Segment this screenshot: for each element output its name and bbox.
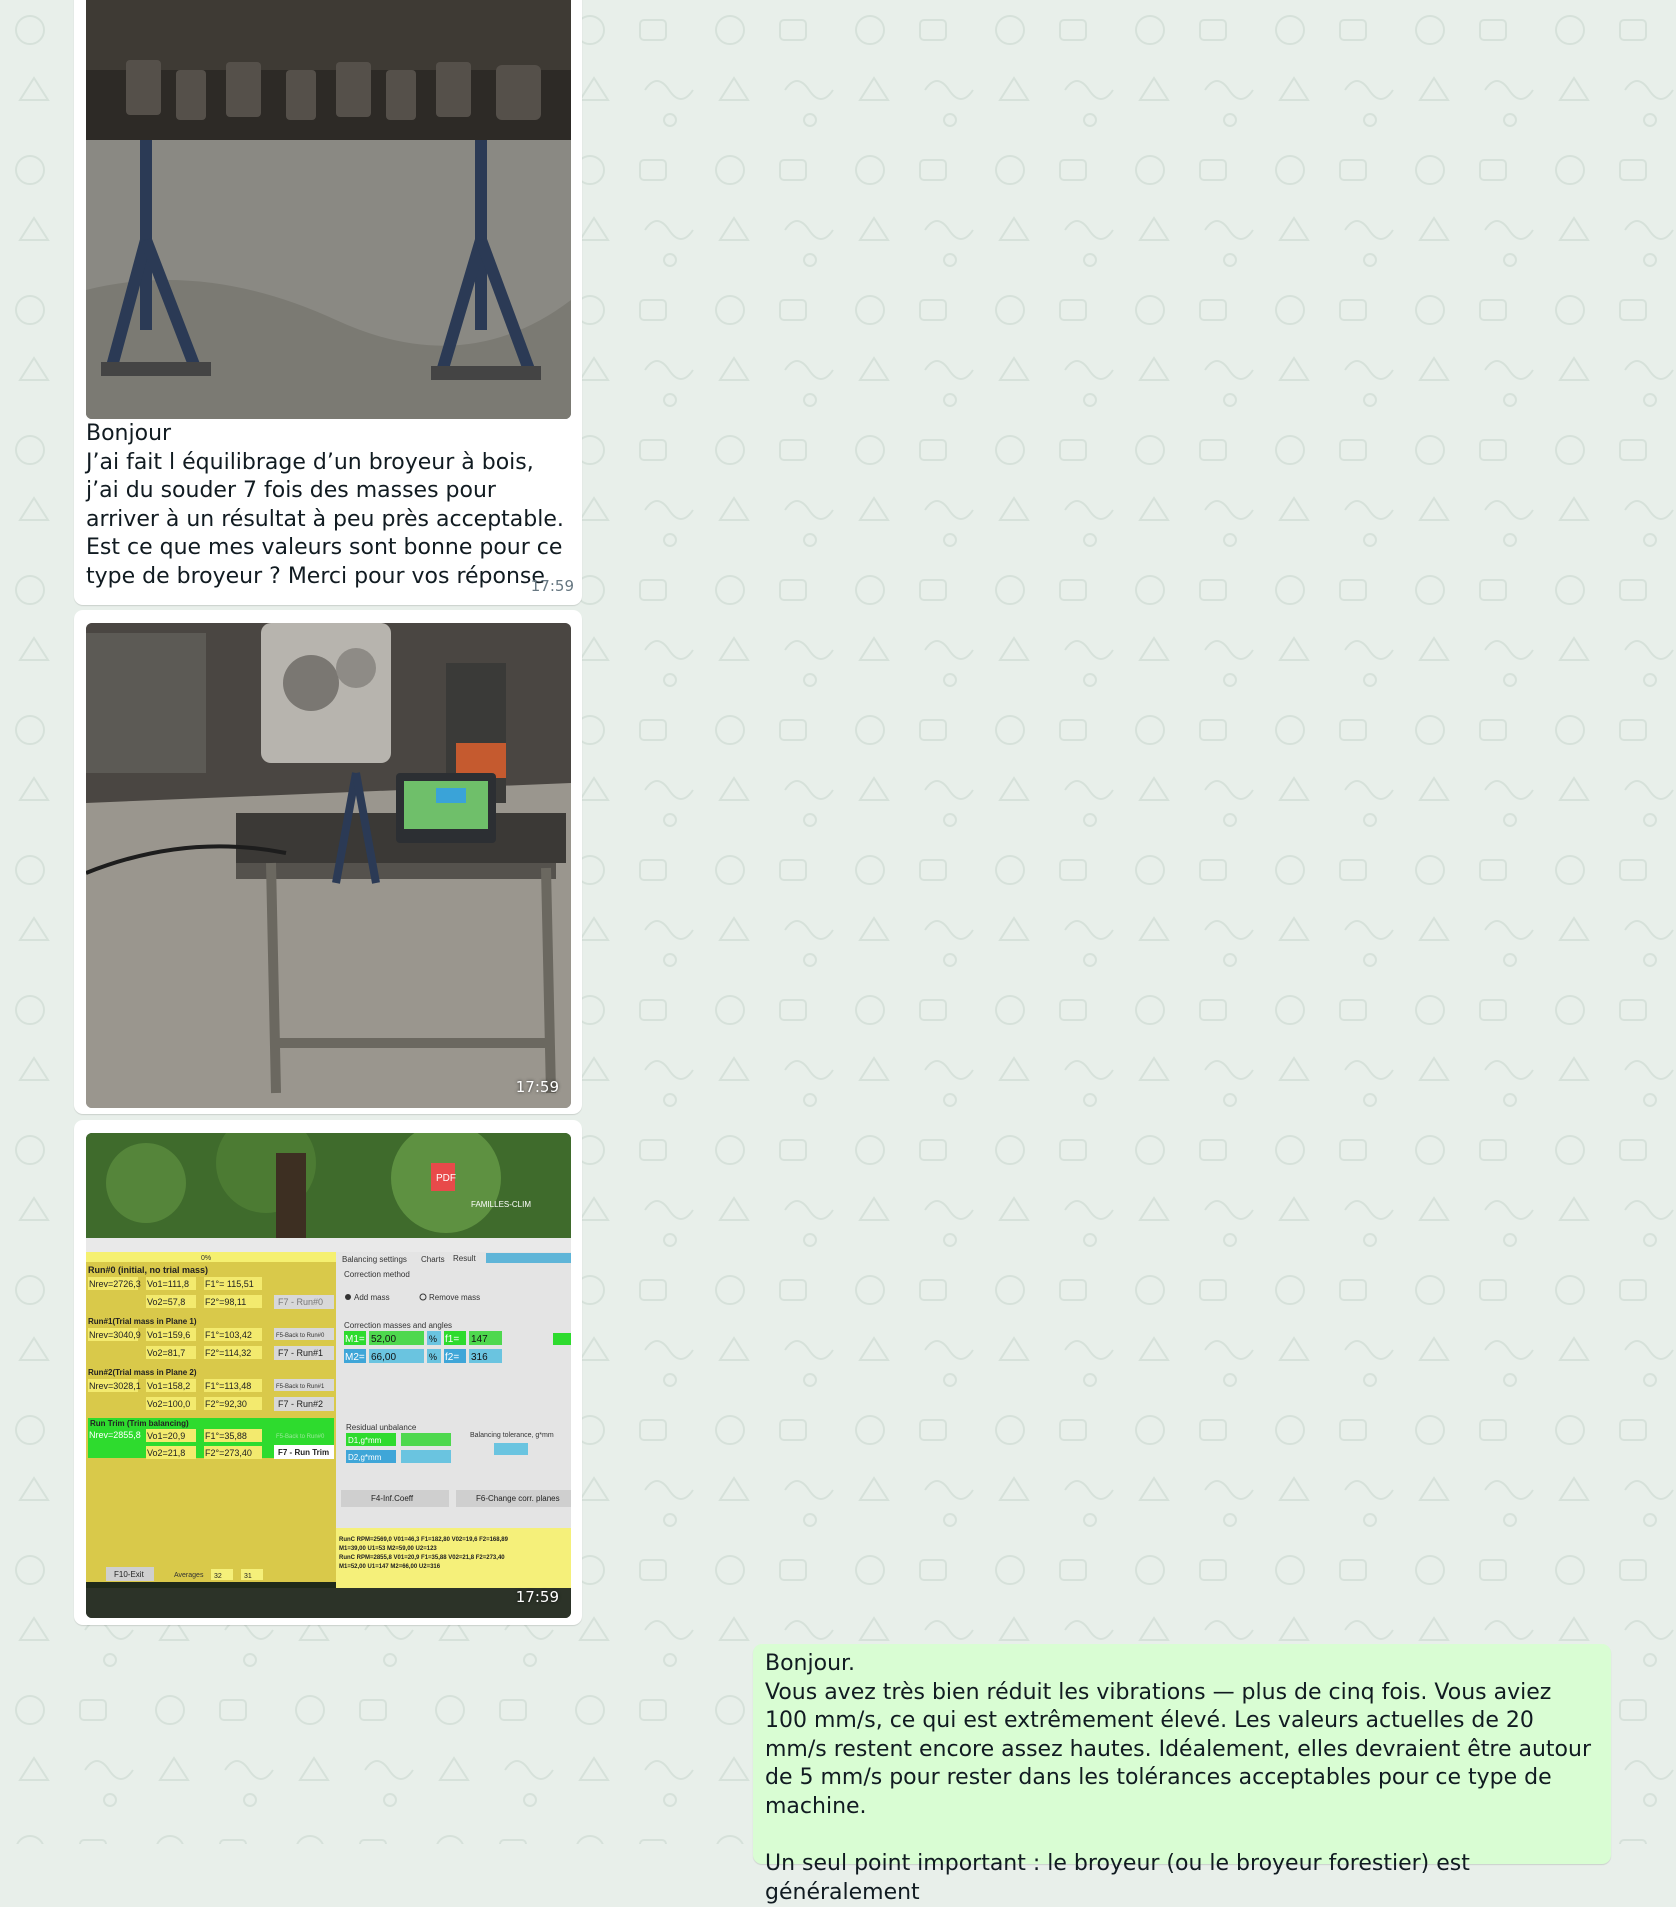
averages-value-1: 32 bbox=[214, 1573, 222, 1580]
run0-nrev: Nrev=2726,3 bbox=[89, 1279, 141, 1289]
run2-label: Run#2(Trial mass in Plane 2) bbox=[88, 1368, 197, 1377]
desktop-pdf-label: PDF bbox=[436, 1173, 456, 1184]
run0-label: Run#0 (initial, no trial mass) bbox=[88, 1265, 209, 1275]
incoming-message-bubble bbox=[74, 1120, 582, 1625]
message-text: Bonjour J’ai fait l équilibrage d’un broyeur à bois, j’ai du souder 7 fois des masses pour arriver à un résultat à peu près acceptable. Est ce que mes valeurs sont bonne pour ce type de broyeur ? Merci pour vos réponse bbox=[86, 421, 564, 589]
message-timestamp: 17:59 bbox=[530, 577, 574, 595]
progress-label: 0% bbox=[201, 1255, 212, 1262]
message-photo-workshop[interactable] bbox=[86, 623, 571, 1108]
run2-back-button[interactable]: F5-Back to Run#1 bbox=[276, 1384, 325, 1390]
tab-result[interactable]: Result bbox=[453, 1254, 476, 1263]
run2-button[interactable]: F7 - Run#2 bbox=[278, 1399, 324, 1409]
trim-nrev: Nrev=2855,8 bbox=[89, 1430, 141, 1440]
f4-inf-coeff-button[interactable]: F4-Inf.Coeff bbox=[371, 1494, 414, 1503]
result-log-line: RunC RPM=2569,0 V01=46,3 F1=182,80 V02=19,6 F2=168,89 bbox=[339, 1537, 508, 1543]
incoming-message-bubble bbox=[74, 0, 582, 605]
run1-f2: F2°=114,32 bbox=[205, 1348, 252, 1358]
message-timestamp: 17:59 bbox=[515, 1078, 559, 1096]
run2-nrev: Nrev=3028,1 bbox=[89, 1381, 141, 1391]
correction-method-label: Correction method bbox=[344, 1270, 410, 1279]
m2-value: 66,00 bbox=[371, 1352, 397, 1363]
tab-balancing-settings[interactable]: Balancing settings bbox=[342, 1255, 407, 1264]
run0-vo2: Vo2=57,8 bbox=[147, 1297, 186, 1307]
trim-label: Run Trim (Trim balancing) bbox=[90, 1419, 189, 1428]
run2-f1: F1°=113,48 bbox=[205, 1381, 252, 1391]
m1-value: 52,00 bbox=[371, 1334, 397, 1345]
tab-charts[interactable]: Charts bbox=[421, 1255, 445, 1264]
run2-vo1: Vo1=158,2 bbox=[147, 1381, 191, 1391]
add-mass-radio[interactable] bbox=[345, 1294, 351, 1300]
desktop-folder-label: FAMILLES-CLIM bbox=[471, 1200, 532, 1209]
run0-f1: F1°= 115,51 bbox=[205, 1279, 254, 1289]
d2-label: D2,g*mm bbox=[348, 1453, 382, 1462]
run0-f2: F2°=98,11 bbox=[205, 1297, 247, 1307]
result-log-line: M1=39,00 U1=53 M2=59,00 U2=123 bbox=[339, 1546, 437, 1552]
m1-percent: % bbox=[429, 1334, 438, 1344]
trim-vo2: Vo2=21,8 bbox=[147, 1448, 186, 1458]
message-photo-shredder[interactable] bbox=[86, 0, 571, 419]
incoming-message-bubble bbox=[74, 610, 582, 1114]
trim-f2: F2°=273,40 bbox=[205, 1448, 252, 1458]
outgoing-message-bubble bbox=[753, 1644, 1611, 1905]
run1-vo2: Vo2=81,7 bbox=[147, 1348, 186, 1358]
trim-back-button[interactable]: F5-Back to Run#0 bbox=[276, 1434, 325, 1440]
run1-f1: F1°=103,42 bbox=[205, 1330, 252, 1340]
correction-masses-title: Correction masses and angles bbox=[344, 1321, 453, 1330]
trim-f1: F1°=35,88 bbox=[205, 1431, 247, 1441]
run1-nrev: Nrev=3040,9 bbox=[89, 1330, 141, 1340]
f10-exit-button[interactable]: F10-Exit bbox=[114, 1570, 144, 1579]
trim-button[interactable]: F7 - Run Trim bbox=[278, 1448, 330, 1457]
run2-f2: F2°=92,30 bbox=[205, 1399, 247, 1409]
message-text: Bonjour. Vous avez très bien réduit les vibrations — plus de cinq fois. Vous aviez 100 mm/s, ce qui est extrêmement élevé. Les valeurs actuelles de 20 mm/s restent encore assez hautes. Idéalement, elles devraient être autour de 5 mm/s pour rester dans les tolérances acceptables pour ce type de machine. Un seul point important : le broyeur (ou le broyeur forestier) est généralement bbox=[765, 1651, 1591, 1905]
d1-label: D1,g*mm bbox=[348, 1436, 382, 1445]
result-log-line: M1=52,00 U1=147 M2=66,00 U2=316 bbox=[339, 1564, 441, 1570]
result-log-line: RunC RPM=2855,8 V01=20,9 F1=35,88 V02=21,8 F2=273,40 bbox=[339, 1555, 505, 1561]
run1-back-button[interactable]: F5-Back to Run#0 bbox=[276, 1333, 325, 1339]
run1-button[interactable]: F7 - Run#1 bbox=[278, 1348, 324, 1358]
m2-percent: % bbox=[429, 1352, 438, 1362]
f2-label: f2= bbox=[445, 1352, 460, 1363]
averages-value-2: 31 bbox=[244, 1573, 252, 1580]
f1-value: 147 bbox=[471, 1334, 488, 1345]
message-photo-balancing-screen[interactable] bbox=[86, 1133, 571, 1618]
run1-label: Run#1(Trial mass in Plane 1) bbox=[88, 1317, 197, 1326]
averages-label: Averages bbox=[174, 1572, 204, 1579]
m2-label: M2= bbox=[345, 1352, 365, 1363]
add-mass-label: Add mass bbox=[354, 1293, 390, 1302]
residual-unbalance-title: Residual unbalance bbox=[346, 1423, 417, 1432]
run1-vo1: Vo1=159,6 bbox=[147, 1330, 191, 1340]
m1-label: M1= bbox=[345, 1334, 365, 1345]
trim-vo1: Vo1=20,9 bbox=[147, 1431, 186, 1441]
f2-value: 316 bbox=[471, 1352, 488, 1363]
run0-button[interactable]: F7 - Run#0 bbox=[278, 1297, 324, 1307]
run0-vo1: Vo1=111,8 bbox=[147, 1279, 189, 1289]
run2-vo2: Vo2=100,0 bbox=[147, 1399, 191, 1409]
remove-mass-label: Remove mass bbox=[429, 1293, 481, 1302]
f6-change-corr-planes-button[interactable]: F6-Change corr. planes bbox=[476, 1494, 560, 1503]
message-timestamp: 17:59 bbox=[515, 1588, 559, 1606]
f1-label: f1= bbox=[445, 1334, 460, 1345]
tolerance-label: Balancing tolerance, g*mm bbox=[470, 1432, 554, 1439]
